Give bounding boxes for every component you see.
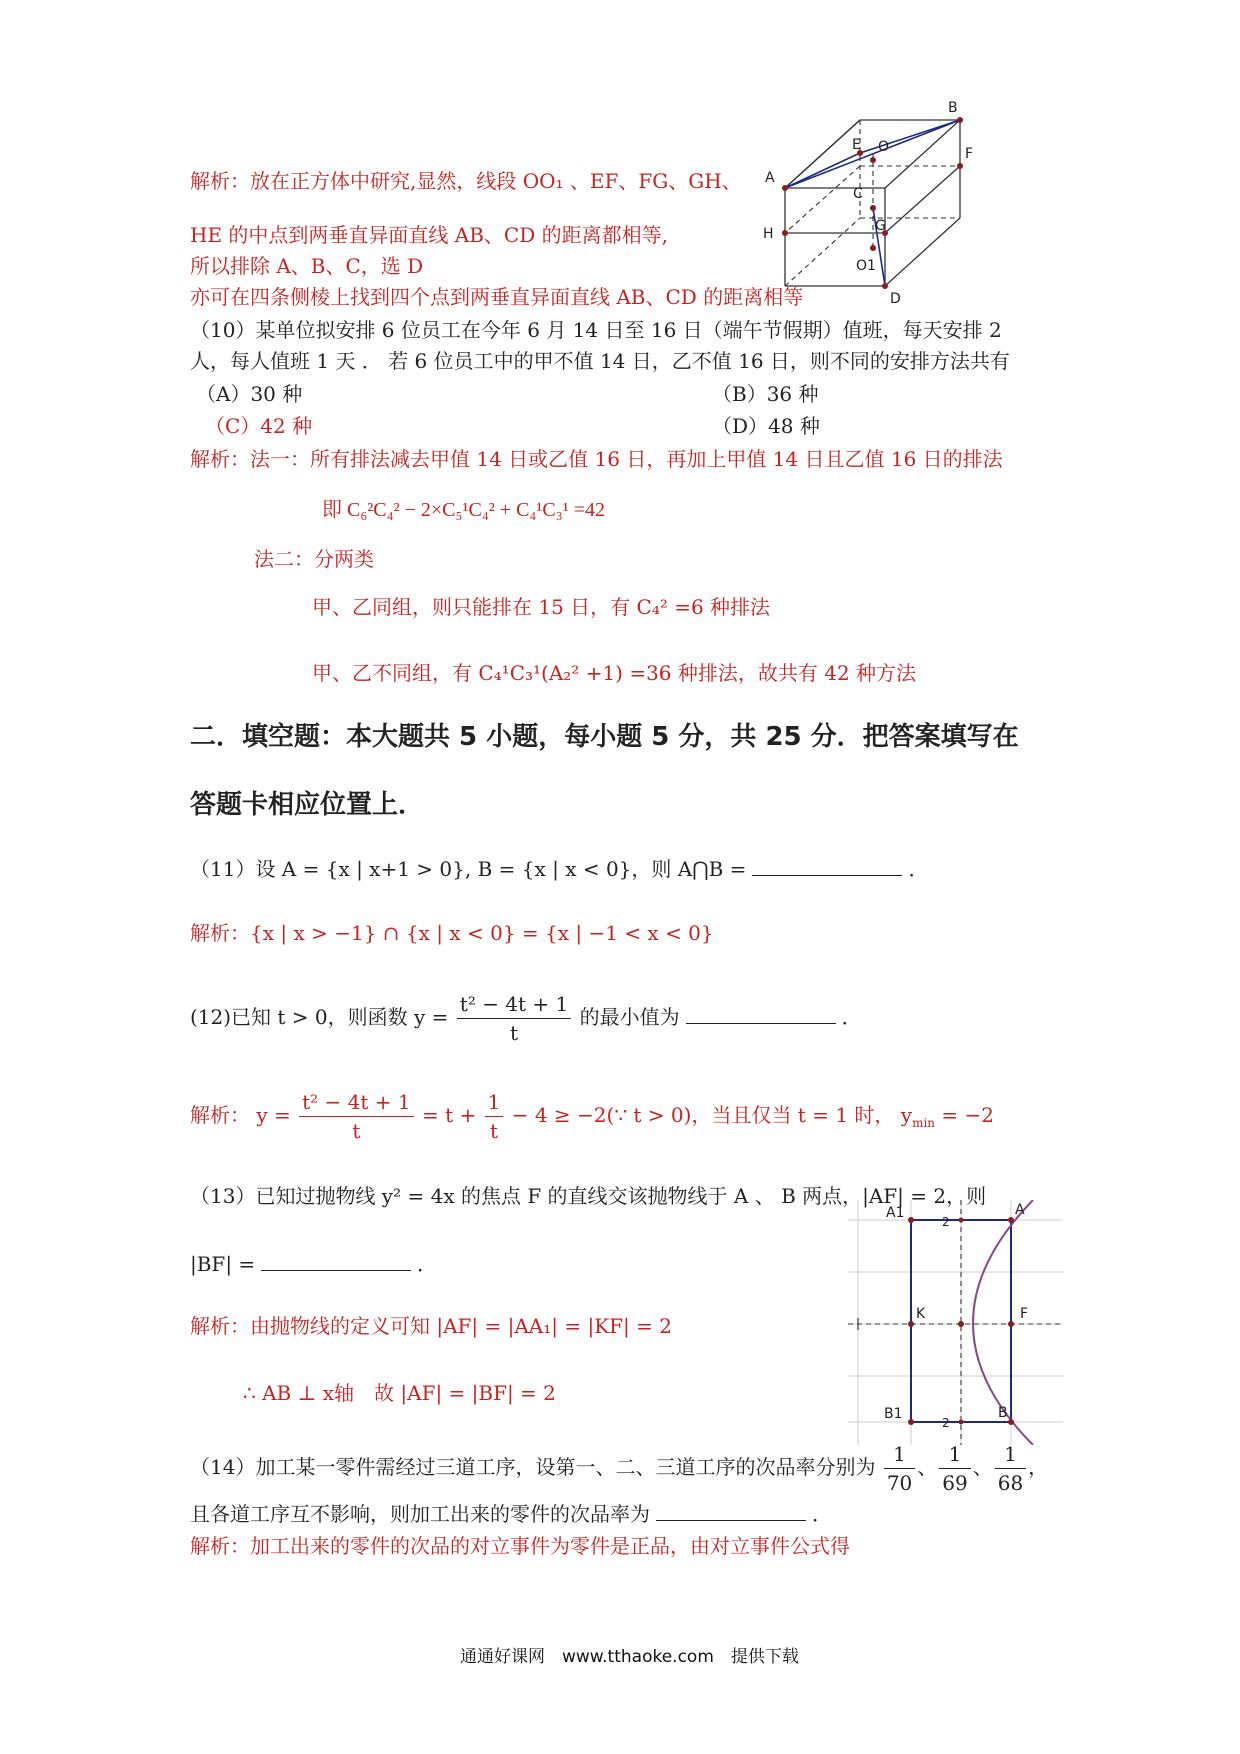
q10-stem-line1: （10）某单位拟安排 6 位员工在今年 6 月 14 日至 16 日（端午节假期）值班，每天安排 2: [190, 318, 1002, 342]
section2-heading-line2: 答题卡相应位置上．: [190, 790, 425, 820]
q14-rate3: [995, 1440, 1026, 1497]
q10-option-d: （D）48 种: [712, 414, 820, 438]
q14-rate2: [939, 1440, 970, 1497]
q13-solution-line1: 解析：由抛物线的定义可知 |AF| = |AA₁| = |KF| = 2: [190, 1314, 672, 1338]
cube-label-b: B: [948, 100, 958, 116]
cube-label-e: E: [852, 137, 861, 153]
analysis-9-line2: HE 的中点到两垂直异面直线 AB、CD 的距离都相等,: [190, 223, 668, 247]
q12-stem-a: (12)已知 t > 0，则函数 y =: [190, 1005, 449, 1029]
q13-end: ．: [417, 1252, 438, 1276]
q10-option-a: （A）30 种: [196, 382, 303, 406]
analysis-9-line4: 亦可在四条侧棱上找到四个点到两垂直异面直线 AB、CD 的距离相等: [190, 285, 804, 309]
q10-option-b: （B）36 种: [712, 382, 819, 406]
q14-rate1-den: 70: [886, 1471, 913, 1495]
parabola-label-b: B: [998, 1405, 1008, 1421]
q12-sol-frac2-num: 1: [485, 1088, 504, 1117]
page-footer: 通通好课网 www.tthaoke.com 提供下载: [460, 1647, 799, 1667]
q11-solution: 解析：{x | x > −1} ∩ {x | x < 0} = {x | −1 < x < 0}: [190, 921, 714, 945]
q12-sol-c: = t +: [422, 1103, 477, 1127]
q10-solution-line1: 解析：法一：所有排法减去甲值 14 日或乙值 16 日，再加上甲值 14 日且乙值 16 日的排法: [190, 447, 1003, 471]
q12-sol-fraction: [299, 1088, 414, 1145]
q14-end: ．: [812, 1502, 832, 1526]
q10-solution-formula: 即 C₆²C₄² − 2×C₅¹C₄² + C₄¹C₃¹ =42: [322, 499, 605, 521]
q10-method2: 法二：分两类: [254, 547, 374, 571]
cube-label-o1: O1: [856, 258, 876, 274]
q13-answer-blank[interactable]: [261, 1250, 411, 1271]
q14-solution: 解析：加工出来的零件的次品的对立事件为零件是正品，由对立事件公式得: [190, 1534, 850, 1558]
cube-figure: [760, 98, 980, 308]
q14-stem-line2: [190, 1500, 832, 1527]
cube-label-h: H: [763, 226, 774, 242]
q13-stem-line2-text: |BF| =: [190, 1252, 256, 1276]
q14-rate2-num: 1: [939, 1440, 970, 1469]
q12-frac-den: t: [510, 1021, 519, 1045]
q12-sol-e: = −2: [941, 1103, 994, 1127]
q12-sol-a: 解析：: [190, 1103, 250, 1127]
q14-rate1: [884, 1440, 915, 1497]
cube-label-c: C: [853, 186, 863, 202]
q12-sol-frac-den: t: [352, 1119, 361, 1143]
q12-frac-num: t² − 4t + 1: [457, 990, 572, 1019]
q14-stem-line1: [190, 1440, 1048, 1497]
q12-stem: [190, 990, 862, 1047]
q12-fraction: [457, 990, 572, 1047]
q14-rate3-num: 1: [995, 1440, 1026, 1469]
parabola-label-2-top: 2: [942, 1215, 950, 1229]
q11-stem-text: （11）设 A = {x | x+1 > 0}, B = {x | x < 0}，则 A⋂B =: [190, 857, 747, 881]
q12-end: ．: [841, 1005, 862, 1029]
q11-end: ．: [908, 857, 929, 881]
q12-sol-fraction2: [485, 1088, 504, 1145]
q13-stem-line2: [190, 1250, 437, 1277]
cube-label-d: D: [890, 291, 901, 307]
q12-sol-frac-num: t² − 4t + 1: [299, 1088, 414, 1117]
q12-answer-blank[interactable]: [686, 1003, 836, 1024]
q14-rate3-den: 68: [997, 1471, 1024, 1495]
q12-sol-frac2-den: t: [489, 1119, 499, 1143]
parabola-label-a1: A1: [886, 1205, 905, 1221]
q10-stem-line2: 人，每人值班 1 天 ． 若 6 位员工中的甲不值 14 日，乙不值 16 日，则不同的安排方法共有: [190, 349, 1010, 373]
q11-stem: [190, 855, 928, 882]
q12-sol-d: − 4 ≥ −2(∵ t > 0)，当且仅当 t = 1 时， y: [511, 1103, 913, 1127]
q10-option-c: （C）42 种: [205, 414, 313, 438]
q12-sol-min: min: [912, 1116, 936, 1130]
cube-label-a: A: [765, 170, 775, 186]
cube-label-g: G: [875, 218, 886, 234]
q14-rate2-den: 69: [942, 1471, 968, 1495]
q12-stem-b: 的最小值为: [579, 1005, 680, 1029]
parabola-label-b1: B1: [884, 1406, 903, 1422]
q13-stem-line1: （13）已知过抛物线 y² = 4x 的焦点 F 的直线交该抛物线于 A 、 B 两点，|AF| = 2，则: [190, 1184, 987, 1208]
q14-sep1: 、: [917, 1455, 938, 1479]
q11-answer-blank[interactable]: [752, 855, 902, 876]
parabola-label-f: F: [1020, 1306, 1029, 1322]
parabola-figure: [848, 1200, 1063, 1445]
q12-sol-b: y =: [256, 1103, 291, 1127]
q12-solution: [190, 1088, 994, 1145]
analysis-9-line1: 解析：放在正方体中研究,显然，线段 OO₁ 、EF、FG、GH、: [190, 169, 742, 193]
q10-case1: 甲、乙同组，则只能排在 15 日，有 C₄² =6 种排法: [312, 595, 771, 619]
q14-answer-blank[interactable]: [656, 1500, 806, 1521]
q10-case2: 甲、乙不同组，有 C₄¹C₃¹(A₂² +1) =36 种排法，故共有 42 种方法: [312, 661, 917, 685]
cube-label-f: F: [965, 146, 974, 162]
q14-stem-text: （14）加工某一零件需经过三道工序，设第一、二、三道工序的次品率分别为: [190, 1455, 876, 1479]
parabola-label-a: A: [1015, 1202, 1025, 1218]
q14-tail: ，: [1028, 1455, 1049, 1479]
analysis-9-line3: 所以排除 A、B、C，选 D: [190, 254, 424, 278]
section2-heading-line1: 二．填空题：本大题共 5 小题，每小题 5 分，共 25 分．把答案填写在: [190, 722, 1019, 752]
q14-sep2: 、: [972, 1455, 993, 1479]
q13-solution-line2: ∴ AB ⊥ x轴 故 |AF| = |BF| = 2: [243, 1381, 556, 1405]
cube-label-o: O: [878, 139, 890, 155]
parabola-label-k: K: [916, 1306, 926, 1322]
q14-stem-line2-text: 且各道工序互不影响，则加工出来的零件的次品率为: [190, 1502, 650, 1526]
q14-rate1-num: 1: [884, 1440, 915, 1469]
parabola-label-2-bottom: 2: [942, 1416, 950, 1430]
